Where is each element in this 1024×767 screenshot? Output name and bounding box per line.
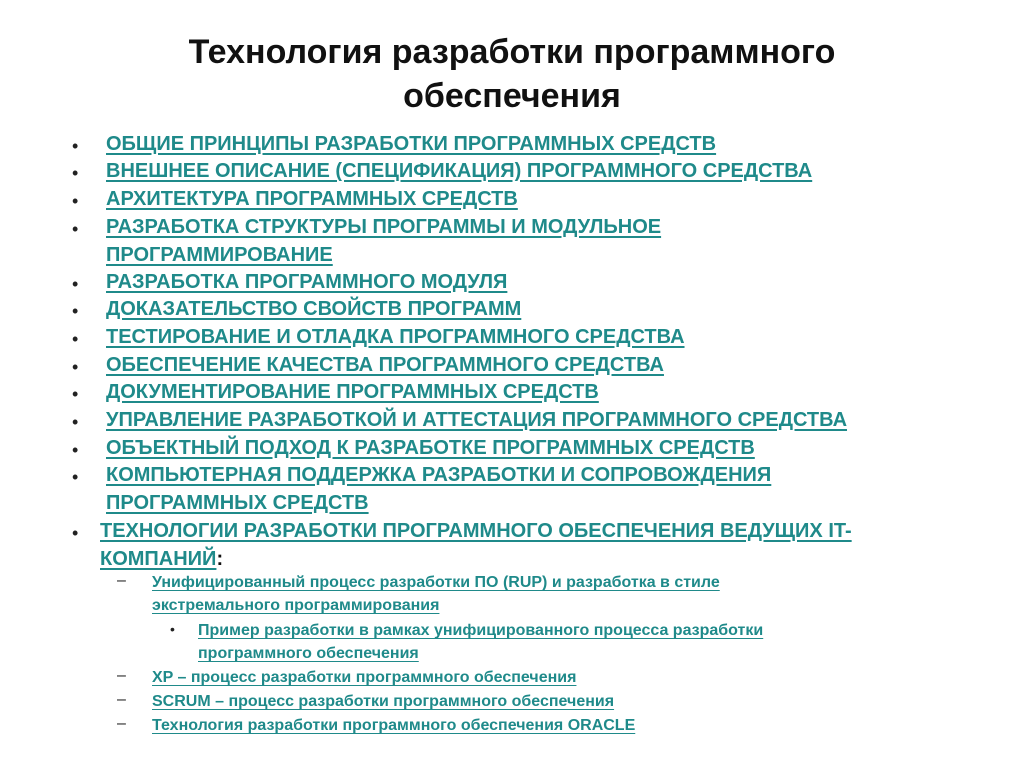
link-architecture[interactable]: АРХИТЕКТУРА ПРОГРАММНЫХ СРЕДСТВ bbox=[106, 188, 518, 210]
title-line-1: Технология разработки программного bbox=[188, 33, 836, 71]
link-line: ПРОГРАММНЫХ СРЕДСТВ bbox=[106, 492, 369, 514]
bullet-icon: • bbox=[72, 329, 79, 349]
bullet-icon: • bbox=[170, 621, 175, 637]
bullet-icon: • bbox=[72, 523, 79, 543]
link-computer-support[interactable] bbox=[106, 461, 771, 517]
link-quality-assurance[interactable]: ОБЕСПЕЧЕНИЕ КАЧЕСТВА ПРОГРАММНОГО СРЕДСТВА bbox=[106, 354, 664, 376]
link-line: Пример разработки в рамках унифицированного процесса разработки bbox=[198, 622, 764, 639]
link-scrum-process[interactable]: SCRUM – процесс разработки программного обеспечения bbox=[152, 693, 615, 710]
link-tech-companies-line-2[interactable]: КОМПАНИЙ bbox=[100, 548, 217, 570]
title-line-2: обеспечения bbox=[403, 77, 621, 115]
link-tech-companies-line-1[interactable]: ТЕХНОЛОГИИ РАЗРАБОТКИ ПРОГРАММНОГО ОБЕСПЕЧЕНИЯ ВЕДУЩИХ IT- bbox=[100, 520, 852, 542]
link-object-approach[interactable]: ОБЪЕКТНЫЙ ПОДХОД К РАЗРАБОТКЕ ПРОГРАММНЫХ СРЕДСТВ bbox=[106, 437, 755, 459]
link-program-structure[interactable] bbox=[106, 213, 661, 269]
link-line: Унифицированный процесс разработки ПО (RUP) и разработка в стиле bbox=[152, 574, 720, 591]
link-line: ПРОГРАММИРОВАНИЕ bbox=[106, 244, 333, 266]
tech-companies-item bbox=[100, 517, 852, 573]
bullet-icon: • bbox=[72, 301, 79, 321]
link-xp-process[interactable]: XP – процесс разработки программного обеспечения bbox=[152, 669, 577, 686]
link-program-module[interactable]: РАЗРАБОТКА ПРОГРАММНОГО МОДУЛЯ bbox=[106, 271, 508, 293]
link-management-attestation[interactable]: УПРАВЛЕНИЕ РАЗРАБОТКОЙ И АТТЕСТАЦИЯ ПРОГРАММНОГО СРЕДСТВА bbox=[106, 409, 848, 431]
link-line: РАЗРАБОТКА СТРУКТУРЫ ПРОГРАММЫ И МОДУЛЬНОЕ bbox=[106, 216, 662, 238]
link-oracle-technology[interactable]: Технология разработки программного обеспечения ORACLE bbox=[152, 717, 636, 734]
bullet-icon: • bbox=[72, 467, 79, 487]
link-line: экстремального программирования bbox=[152, 597, 440, 614]
slide-title bbox=[0, 30, 1024, 118]
link-documentation[interactable]: ДОКУМЕНТИРОВАНИЕ ПРОГРАММНЫХ СРЕДСТВ bbox=[106, 381, 599, 403]
link-rup-xp-style[interactable] bbox=[152, 571, 720, 617]
dash-icon: – bbox=[117, 691, 126, 708]
bullet-icon: • bbox=[72, 163, 79, 183]
bullet-icon: • bbox=[72, 136, 79, 156]
link-general-principles[interactable]: ОБЩИЕ ПРИНЦИПЫ РАЗРАБОТКИ ПРОГРАММНЫХ СРЕДСТВ bbox=[106, 133, 717, 155]
dash-icon: – bbox=[117, 715, 126, 732]
link-external-specification[interactable]: ВНЕШНЕЕ ОПИСАНИЕ (СПЕЦИФИКАЦИЯ) ПРОГРАММНОГО СРЕДСТВА bbox=[106, 160, 813, 182]
link-testing-debugging[interactable]: ТЕСТИРОВАНИЕ И ОТЛАДКА ПРОГРАММНОГО СРЕДСТВА bbox=[106, 326, 685, 348]
bullet-icon: • bbox=[72, 219, 79, 239]
dash-icon: – bbox=[117, 572, 126, 589]
bullet-icon: • bbox=[72, 440, 79, 460]
bullet-icon: • bbox=[72, 412, 79, 432]
link-program-properties-proof[interactable]: ДОКАЗАТЕЛЬСТВО СВОЙСТВ ПРОГРАММ bbox=[106, 298, 522, 320]
link-rup-example[interactable] bbox=[198, 619, 763, 665]
colon: : bbox=[216, 548, 224, 570]
link-line: КОМПЬЮТЕРНАЯ ПОДДЕРЖКА РАЗРАБОТКИ И СОПРОВОЖДЕНИЯ bbox=[106, 464, 772, 486]
bullet-icon: • bbox=[72, 274, 79, 294]
bullet-icon: • bbox=[72, 357, 79, 377]
bullet-icon: • bbox=[72, 191, 79, 211]
link-line: программного обеспечения bbox=[198, 645, 419, 662]
dash-icon: – bbox=[117, 667, 126, 684]
bullet-icon: • bbox=[72, 384, 79, 404]
